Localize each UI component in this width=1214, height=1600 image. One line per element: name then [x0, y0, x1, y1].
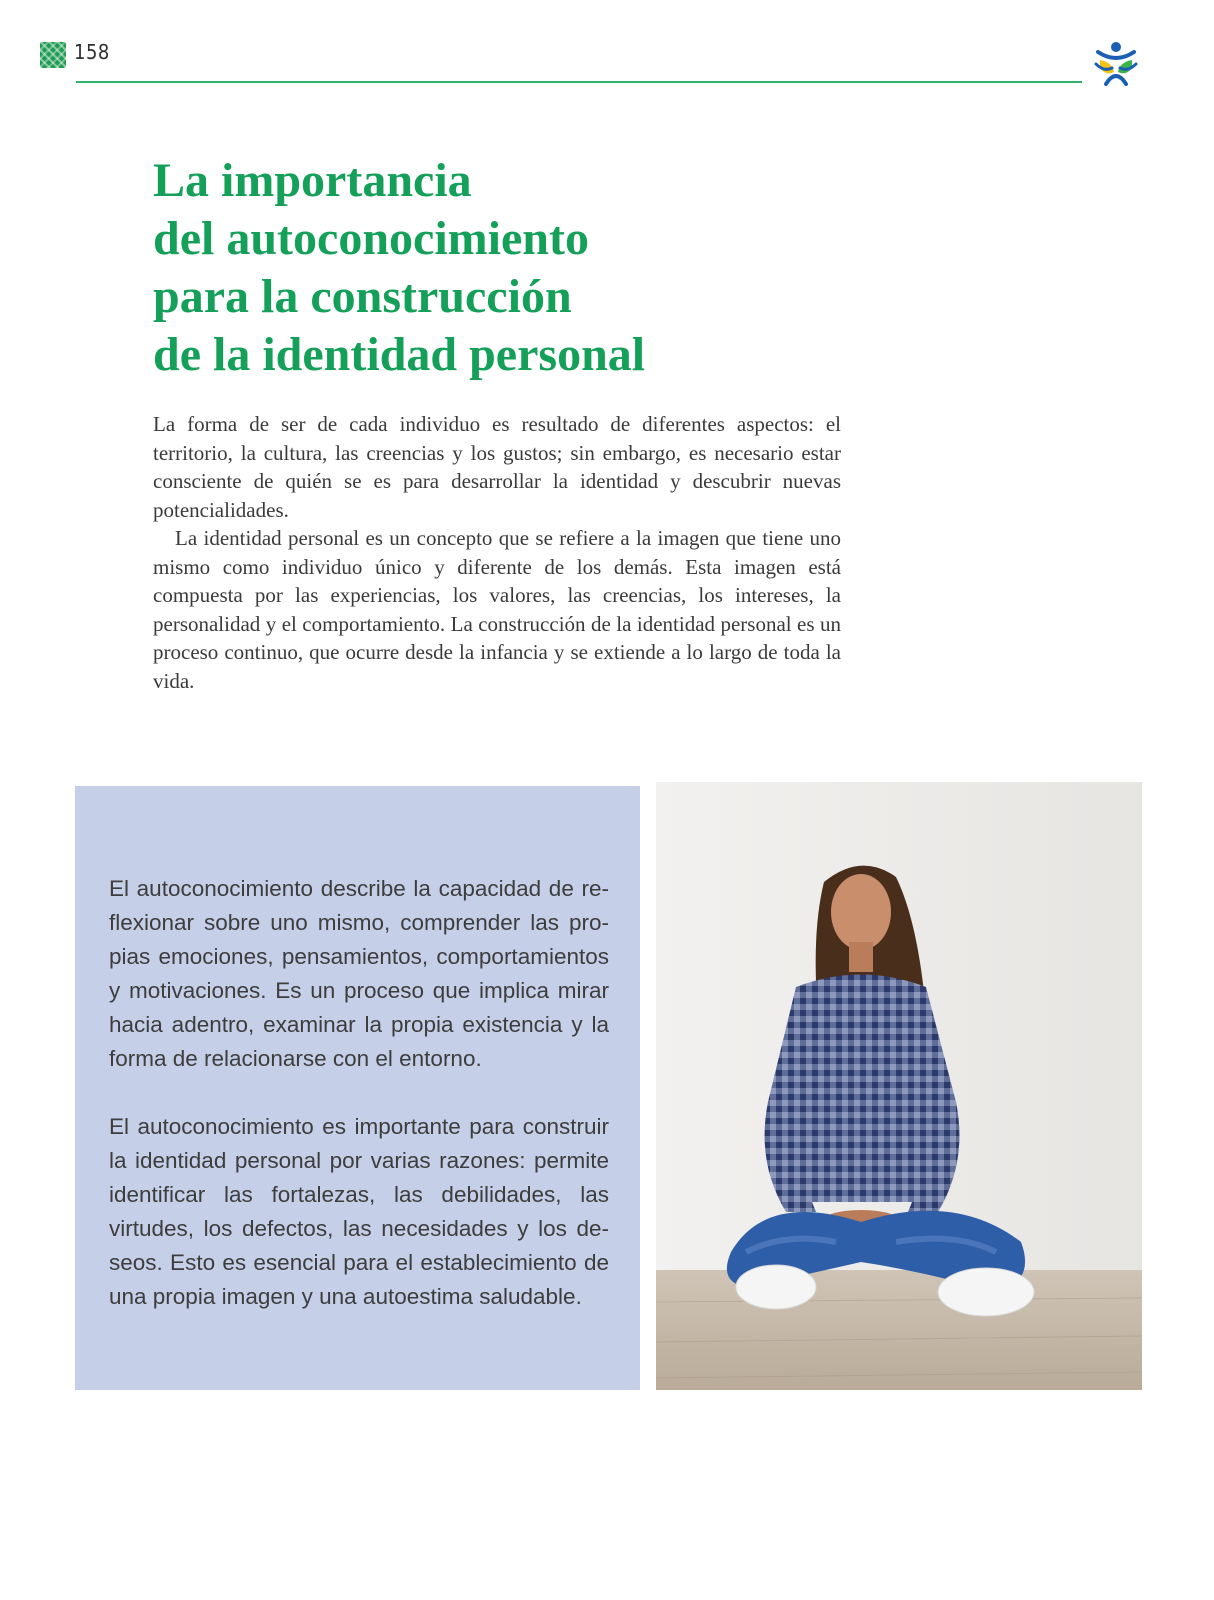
title-line: La importancia	[153, 154, 472, 207]
page-header	[0, 0, 1214, 100]
info-paragraph: El autoconocimiento es importante para construir la identidad personal por varias razones: permite identificar las fortalezas, las debilidades, las virtudes, los defectos, las necesidades y los deseos. Esto es esencial para el establecimiento de una propia imagen y una autoestima saludable.	[109, 1114, 609, 1309]
title-line: del autoconocimiento	[153, 212, 589, 265]
page-number: 158	[74, 40, 110, 64]
intro-paragraph: La forma de ser de cada individuo es resultado de diferentes aspectos: el territorio, la cultura, las creencias y los gustos; sin embargo, es necesario estar consciente de quién se es para desarrollar la identidad y descubrir nuevas potencialidades.	[153, 412, 841, 522]
page-title	[153, 152, 913, 384]
title-line: de la identidad personal	[153, 328, 646, 381]
intro-text	[153, 410, 841, 695]
green-woven-pattern-icon	[40, 42, 66, 68]
intro-paragraph: La identidad personal es un concepto que se refiere a la imagen que tiene uno mismo como individuo único y diferente de los demás. Esta imagen está compuesta por las experiencias, los valores, las creencias, los intereses, la personalidad y el comportamiento. La construcción de la identidad personal es un proceso continuo, que ocurre desde la infancia y se extiende a lo largo de toda la vida.	[153, 526, 841, 693]
girl-sitting-cross-legged-looking-up-photo	[656, 782, 1142, 1390]
info-paragraph: El autoconocimiento describe la capacidad de reflexionar sobre uno mismo, comprender las propias emociones, pensamientos, comportamientos y motivaciones. Es un proceso que implica mirar hacia adentro, examinar la propia existencia y la forma de relacionarse con el entorno.	[109, 876, 609, 1071]
info-box	[75, 786, 640, 1390]
interlinked-figures-logo-icon	[1092, 38, 1140, 88]
info-box-text	[109, 872, 609, 1348]
title-line: para la construcción	[153, 270, 572, 323]
header-divider	[76, 81, 1082, 83]
